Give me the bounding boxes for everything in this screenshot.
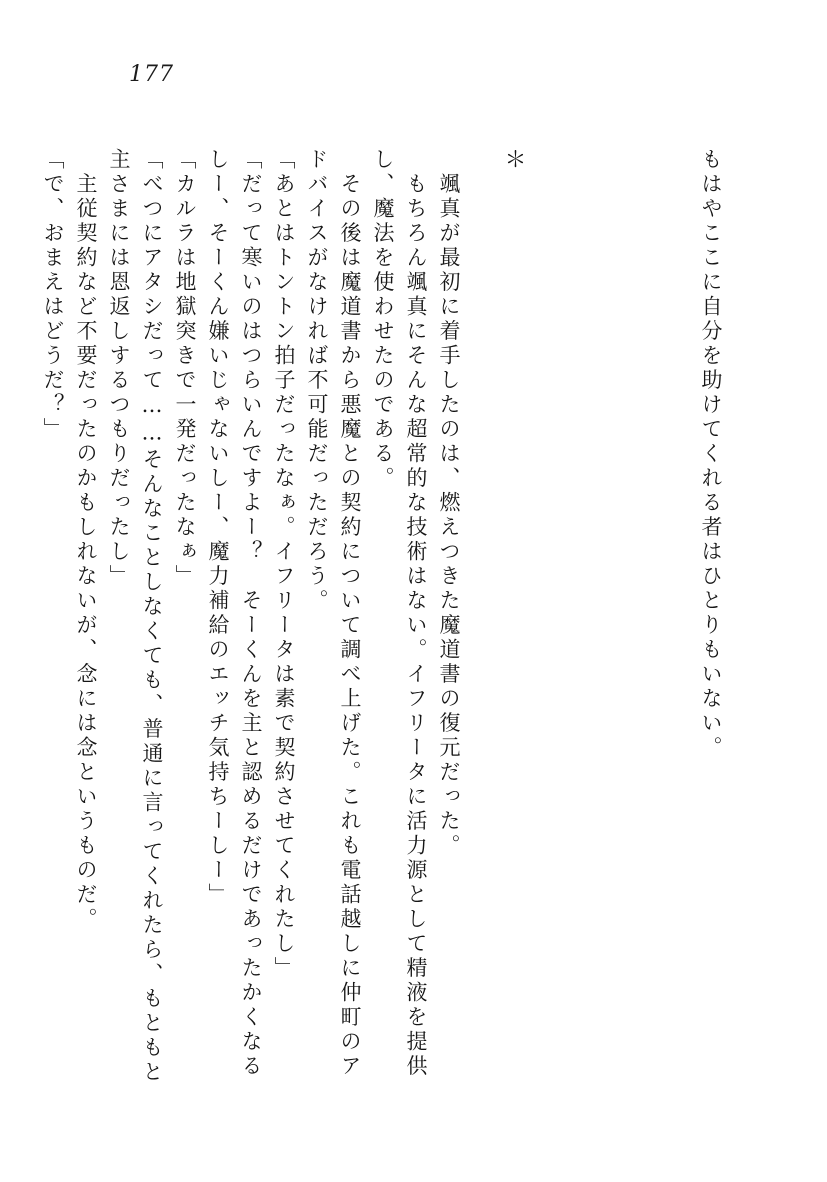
text-column-1: もはやここに自分を助けてくれる者はひとりもいない。 bbox=[699, 148, 723, 761]
text-column-10: しー、そーくん嫌いじゃないしー、魔力補給のエッチ気持ちーしー」 bbox=[206, 148, 230, 908]
text-column-14: 主従契約など不要だったのかもしれないが、念には念というものだ。 bbox=[74, 148, 98, 932]
text-column-12: 「べつにアタシだって……そんなことしなくても、普通に言ってくれたら、もともと bbox=[140, 148, 164, 1085]
text-column-11: 「カルラは地獄突きで一発だったなぁ」 bbox=[173, 148, 197, 589]
text-column-4: もちろん颯真にそんな超常的な技術はない。イフリータに活力源として精液を提供 bbox=[404, 148, 428, 1079]
text-column-5: し、魔法を使わせたのである。 bbox=[371, 148, 395, 491]
text-column-7: ドバイスがなければ不可能だっただろう。 bbox=[305, 148, 329, 614]
text-column-13: 主さまには恩返しするつもりだったし」 bbox=[107, 148, 131, 589]
vertical-text-block bbox=[36, 148, 727, 1093]
text-column-8: 「あとはトントン拍子だったなぁ。イフリータは素で契約させてくれたし」 bbox=[272, 148, 296, 981]
text-column-3: 颯真が最初に着手したのは、燃えつきた魔道書の復元だった。 bbox=[437, 148, 461, 859]
text-column-9: 「だって寒いのはつらいんですよー？ そーくんを主と認めるだけであったかくなる bbox=[239, 148, 263, 1079]
section-separator: ＊ bbox=[501, 148, 526, 170]
text-column-15: 「で、おまえはどうだ？」 bbox=[41, 148, 65, 442]
page-number: 177 bbox=[129, 62, 174, 87]
text-column-6: その後は魔道書から悪魔との契約について調べ上げた。これも電話越しに仲町のア bbox=[338, 148, 362, 1079]
